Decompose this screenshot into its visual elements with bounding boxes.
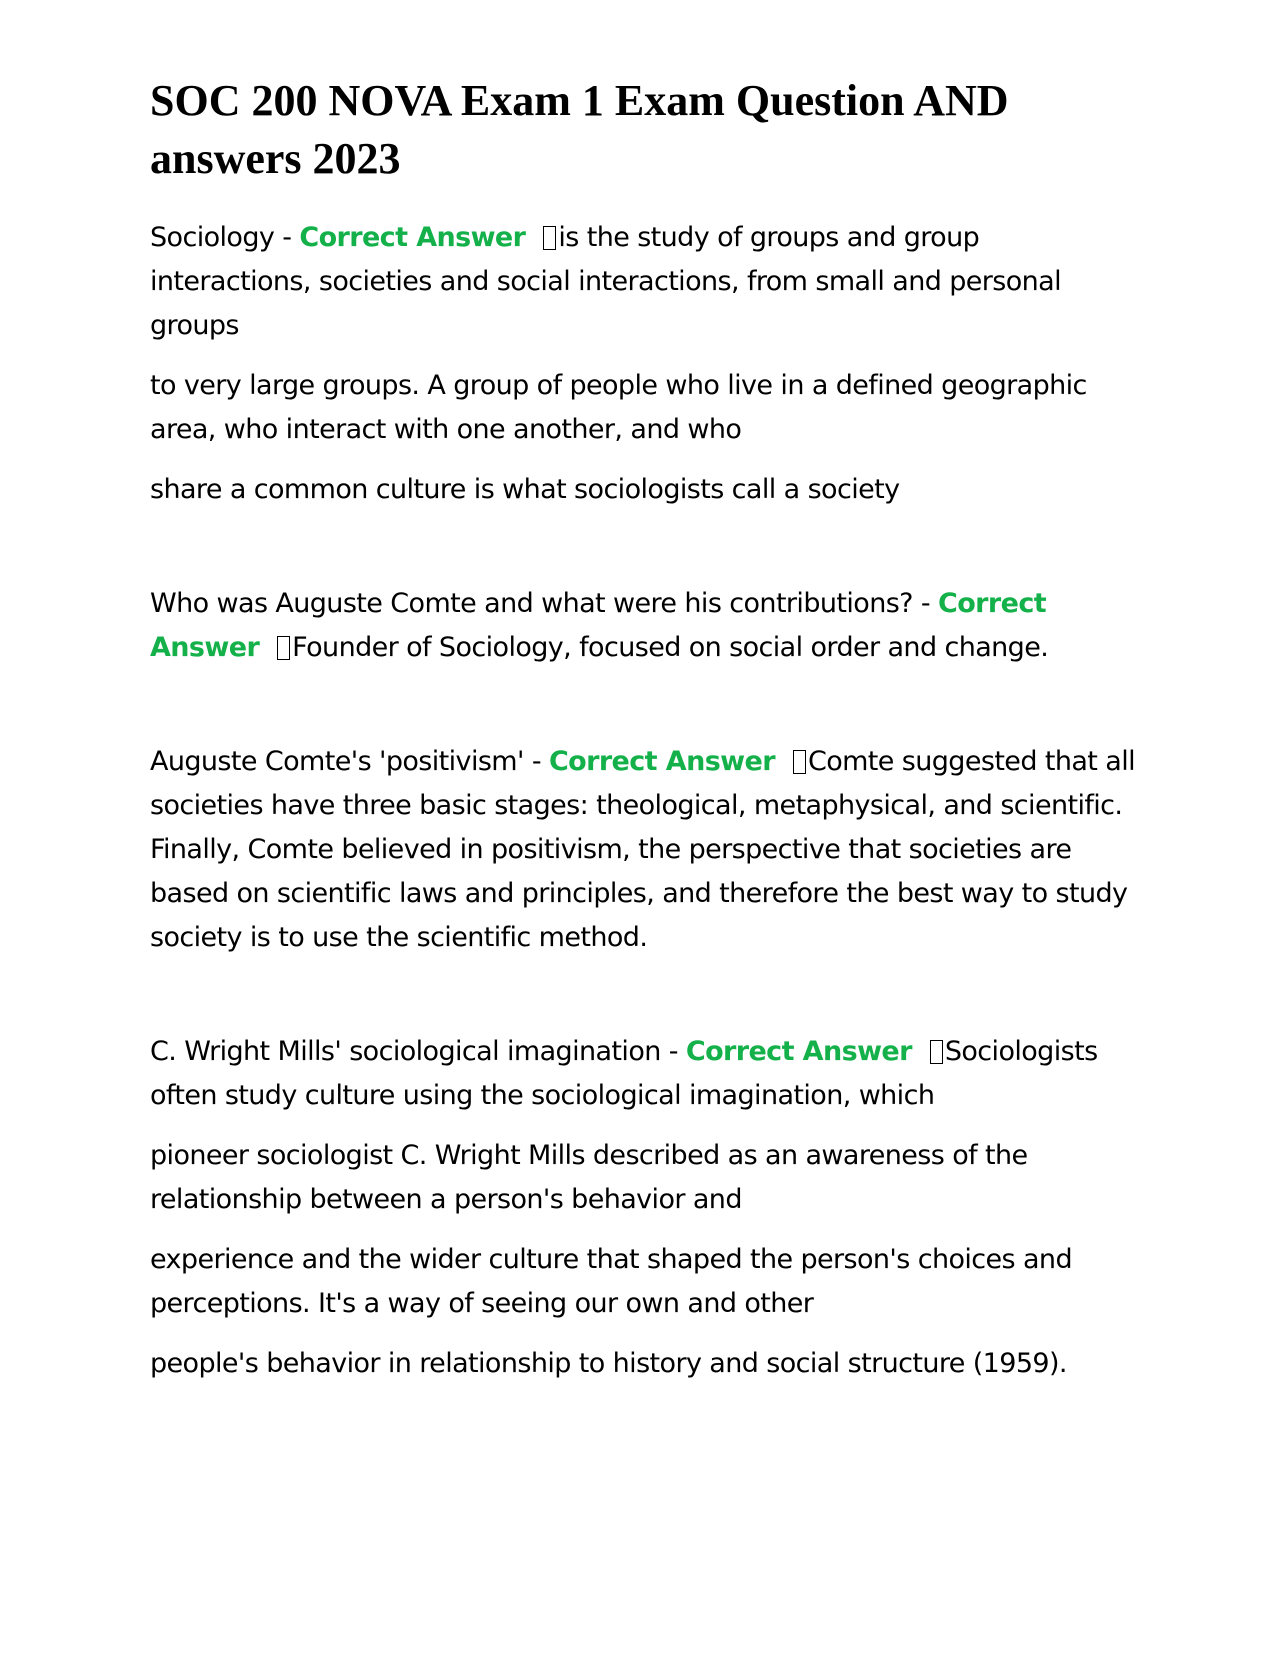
question-text: Auguste Comte's 'positivism' bbox=[150, 746, 524, 777]
answer-continuation: experience and the wider culture that shaped the person's choices and perceptions. It's a way of seeing our own and other bbox=[150, 1244, 1072, 1319]
qa-item bbox=[150, 582, 1140, 670]
answer-continuation: share a common culture is what sociologists call a society bbox=[150, 474, 900, 505]
qa-paragraph: Auguste Comte's 'positivism' - Correct Answer Comte suggested that all societies have three basic stages: theological, metaphysical, and scientific. Finally, Comte believed in positivism, the perspective that societies are based on scientific laws and principles, and therefore the best way to study society is to use the scientific method. bbox=[150, 746, 1136, 953]
qa-paragraph: Who was Auguste Comte and what were his contributions? - Correct Answer Founder of Sociology, focused on social order and change. bbox=[150, 588, 1049, 663]
answer-continuation: to very large groups. A group of people who live in a defined geographic area, who interact with one another, and who bbox=[150, 370, 1087, 445]
question-text: Who was Auguste Comte and what were his contributions? bbox=[150, 588, 913, 619]
correct-answer-label: Correct Answer bbox=[548, 746, 775, 777]
checkbox-glyph-icon bbox=[543, 226, 556, 250]
checkbox-glyph-icon bbox=[930, 1040, 943, 1064]
checkbox-glyph-icon bbox=[277, 636, 290, 660]
qa-paragraph: Sociology - Correct Answer is the study of groups and group interactions, societies and social interactions, from small and personal groups bbox=[150, 222, 1062, 341]
qa-item bbox=[150, 216, 1140, 512]
qa-item bbox=[150, 1030, 1140, 1386]
answer-text: Comte suggested that all societies have three basic stages: theological, metaphysical, and scientific. Finally, Comte believed in positivism, the perspective that societies are based on scientific laws and principles, and therefore the best way to study society is to use the scientific method. bbox=[150, 746, 1136, 953]
answer-text: Sociologists often study culture using the sociological imagination, which bbox=[150, 1036, 1098, 1111]
qa-paragraph: C. Wright Mills' sociological imagination - Correct Answer Sociologists often study culture using the sociological imagination, which bbox=[150, 1036, 1098, 1111]
checkbox-glyph-icon bbox=[793, 750, 806, 774]
question-text: C. Wright Mills' sociological imagination bbox=[150, 1036, 661, 1067]
answer-continuation: people's behavior in relationship to history and social structure (1959). bbox=[150, 1348, 1067, 1379]
answer-text: is the study of groups and group interactions, societies and social interactions, from small and personal groups bbox=[150, 222, 1062, 341]
document-title: SOC 200 NOVA Exam 1 Exam Question AND answers 2023 bbox=[150, 76, 1009, 183]
answer-continuation: pioneer sociologist C. Wright Mills described as an awareness of the relationship between a person's behavior and bbox=[150, 1140, 1028, 1215]
correct-answer-label: Correct Answer bbox=[685, 1036, 912, 1067]
correct-answer-label: Correct Answer bbox=[150, 588, 1047, 663]
document-page bbox=[150, 72, 1140, 1456]
qa-item bbox=[150, 740, 1140, 960]
answer-text: Founder of Sociology, focused on social order and change. bbox=[292, 632, 1049, 663]
question-text: Sociology bbox=[150, 222, 275, 253]
correct-answer-label: Correct Answer bbox=[299, 222, 526, 253]
